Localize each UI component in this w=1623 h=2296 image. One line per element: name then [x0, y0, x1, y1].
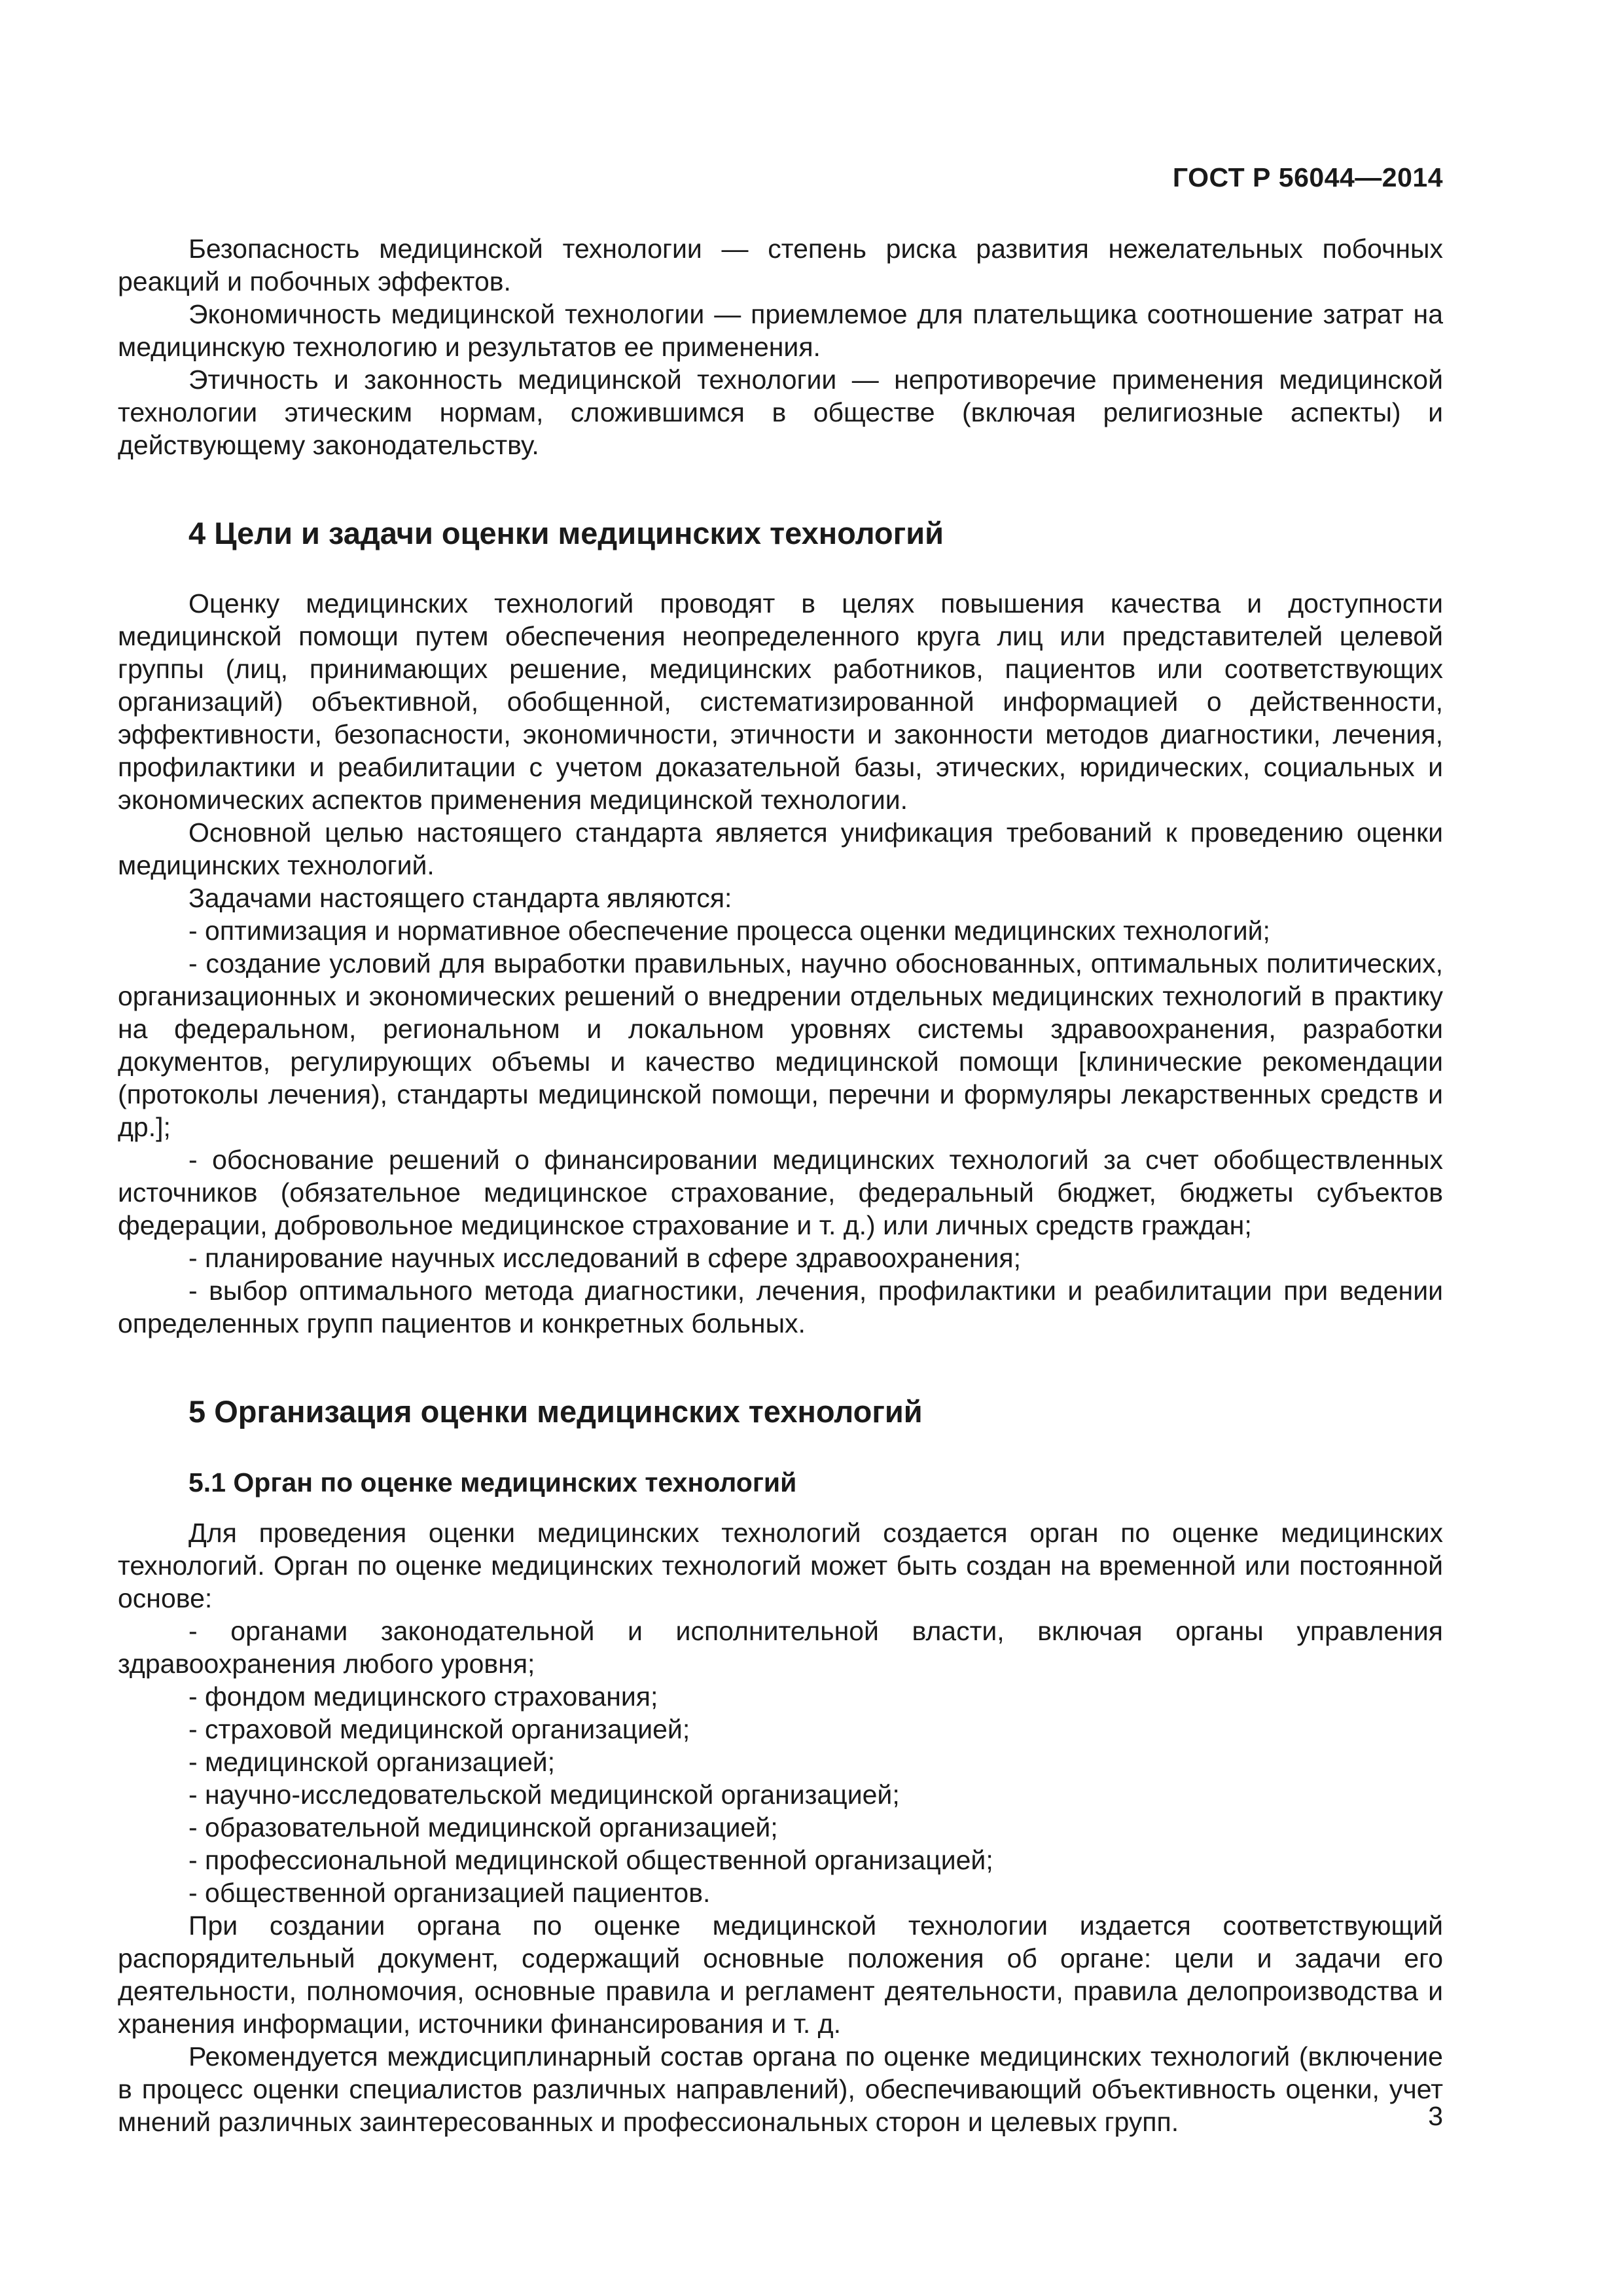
paragraph: Безопасность медицинской технологии — степень риска развития нежелательных побочных реакций и побочных эффектов. — [118, 234, 1443, 296]
list-item: - оптимизация и нормативное обеспечение процесса оценки медицинских технологий; — [188, 916, 1270, 946]
list-item: - фондом медицинского страхования; — [188, 1681, 658, 1712]
section-5-title: 5 Организация оценки медицинских технологий — [188, 1394, 923, 1429]
list-item: - образовательной медицинской организацией; — [188, 1812, 778, 1842]
paragraph: Основной целью настоящего стандарта является унификация требований к проведению оценки медицинских технологий. — [118, 817, 1443, 880]
subsection-5-1-title: 5.1 Орган по оценке медицинских технологий — [188, 1467, 797, 1498]
list-item: - страховой медицинской организацией; — [188, 1714, 690, 1744]
paragraph: Задачами настоящего стандарта являются: — [188, 883, 732, 913]
paragraph: Оценку медицинских технологий проводят в целях повышения качества и доступности медицинской помощи путем обеспечения неопределенного круга лиц или представителей целевой группы (лиц, принимающих решение, медицинских работников, пациентов или соответствующих организаций) объективной, обобщенной, систематизированной информацией о действенности, эффективности, безопасности, экономичности, этичности и законности методов диагностики, лечения, профилактики и реабилитации с учетом доказательной базы, этических, юридических, социальных и экономических аспектов применения медицинской технологии. — [118, 588, 1443, 815]
list-item: - общественной организацией пациентов. — [188, 1878, 711, 1908]
section-4-title: 4 Цели и задачи оценки медицинских технологий — [188, 516, 944, 550]
document-code: ГОСТ Р 56044—2014 — [1172, 162, 1443, 192]
document-body — [118, 232, 1443, 2138]
list-item: - создание условий для выработки правильных, научно обоснованных, оптимальных политических, организационных и экономических решений о внедрении отдельных медицинских технологий в практику на федеральном, региональном и локальном уровнях системы здравоохранения, разработки документов, регулирующих объемы и качество медицинской помощи [клинические рекомендации (протоколы лечения), стандарты медицинской помощи, перечни и формуляры лекарственных средств и др.]; — [118, 948, 1443, 1142]
paragraph: Экономичность медицинской технологии — приемлемое для плательщика соотношение затрат на медицинскую технологию и результатов ее применения. — [118, 299, 1443, 362]
list-item: - планирование научных исследований в сфере здравоохранения; — [188, 1243, 1022, 1273]
paragraph: Этичность и законность медицинской технологии — непротиворечие применения медицинской технологии этическим нормам, сложившимся в обществе (включая религиозные аспекты) и действующему законодательству. — [118, 365, 1443, 460]
list-item: - органами законодательной и исполнительной власти, включая органы управления здравоохранения любого уровня; — [118, 1616, 1443, 1679]
paragraph: Для проведения оценки медицинских технологий создается орган по оценке медицинских технологий. Орган по оценке медицинских технологий может быть создан на временной или постоянной основе: — [118, 1518, 1443, 1613]
list-item: - выбор оптимального метода диагностики, лечения, профилактики и реабилитации при ведении определенных групп пациентов и конкретных больных. — [118, 1276, 1443, 1338]
list-item: - медицинской организацией; — [188, 1747, 556, 1777]
list-item: - научно-исследовательской медицинской организацией; — [188, 1780, 900, 1810]
list-item: - профессиональной медицинской общественной организацией; — [188, 1845, 993, 1875]
paragraph: Рекомендуется междисциплинарный состав органа по оценке медицинских технологий (включение в процесс оценки специалистов различных направлений), обеспечивающий объективность оценки, учет мнений различных заинтересованных и профессиональных сторон и целевых групп. — [118, 2041, 1443, 2137]
page-number: 3 — [1428, 2101, 1443, 2131]
list-item: - обоснование решений о финансировании медицинских технологий за счет обобществленных источников (обязательное медицинское страхование, федеральный бюджет, бюджеты субъектов федерации, добровольное медицинское страхование и т. д.) или личных средств граждан; — [118, 1145, 1443, 1240]
paragraph: При создании органа по оценке медицинской технологии издается соответствующий распорядительный документ, содержащий основные положения об органе: цели и задачи его деятельности, полномочия, основные правила и регламент деятельности, правила делопроизводства и хранения информации, источники финансирования и т. д. — [118, 1910, 1443, 2039]
